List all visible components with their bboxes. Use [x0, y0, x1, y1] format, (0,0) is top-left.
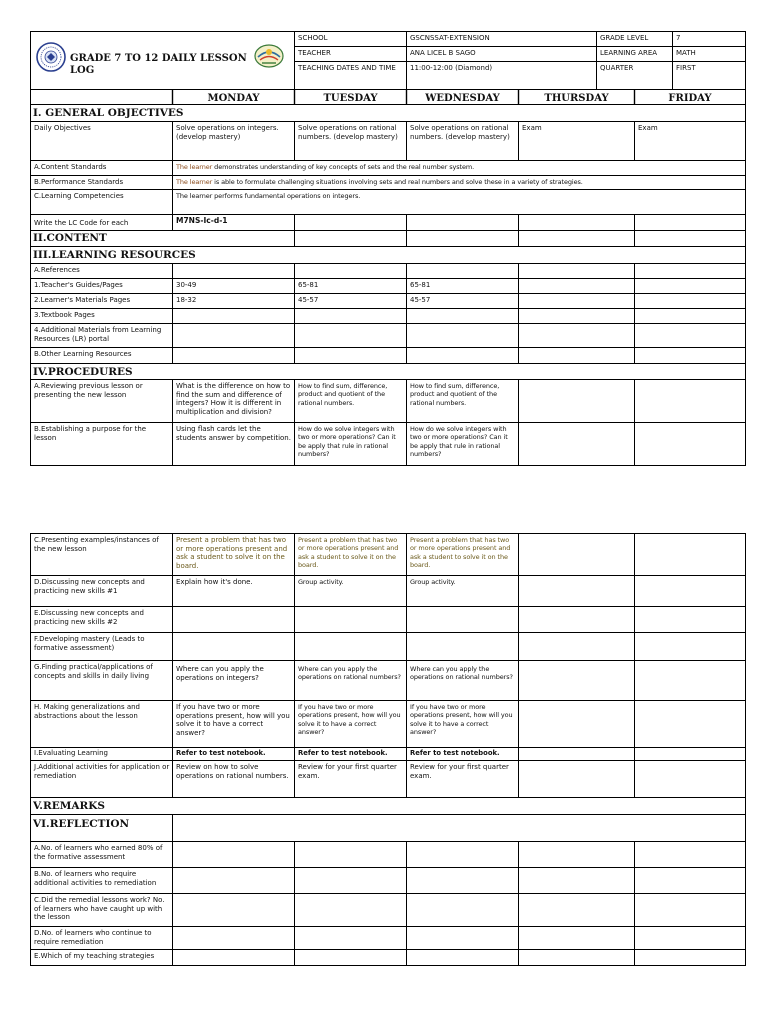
quarter-label: QUARTER [600, 64, 634, 72]
discussing-1-monday [173, 576, 294, 606]
content-standards-prefix: The learner [176, 163, 213, 171]
grade-level-value-cell [673, 32, 745, 46]
reviewing-tuesday [295, 380, 406, 422]
teacher-value: ANA LICEL B SAGO [410, 49, 476, 57]
finding-wednesday [407, 661, 518, 700]
performance-standards-value [173, 176, 745, 189]
cell-text: If you have two or more operations present, how will you solve it to have a correct answer? [410, 703, 513, 737]
generalizations-wednesday [407, 701, 518, 747]
cell-text: Refer to test notebook. [176, 749, 266, 757]
section-reflection: VI.REFLECTION [33, 818, 130, 830]
row-label-reviewing [31, 380, 172, 422]
school-label-cell [295, 32, 406, 46]
discussing-1-tuesday [295, 576, 406, 606]
performance-standards-text: is able to formulate challenging situations involving sets and real numbers and solve these in a variety of strategies. [212, 178, 583, 186]
learners-materials-monday [173, 294, 294, 308]
cell-text: How do we solve integers with two or more operations? Can it be apply that rule in rational numbers? [298, 425, 396, 459]
row-label: 2.Learner's Materials Pages [34, 296, 131, 304]
presenting-monday [173, 534, 294, 575]
row-label: 4.Additional Materials from Learning Resources (LR) portal [34, 326, 162, 343]
presenting-tuesday [295, 534, 406, 575]
row-label: B.Performance Standards [34, 178, 124, 186]
cell-text: Refer to test notebook. [410, 749, 500, 757]
dates-label-cell [295, 62, 406, 89]
teacher-label-cell [295, 47, 406, 61]
cell-text: Exam [638, 124, 658, 132]
day-header-monday [173, 90, 294, 104]
finding-monday [173, 661, 294, 700]
cell-text: Where can you apply the operations on rational numbers? [410, 665, 513, 682]
finding-tuesday [295, 661, 406, 700]
day-header-thursday [519, 90, 634, 104]
row-label: C.Learning Competencies [34, 192, 124, 200]
cell-text: If you have two or more operations present, how will you solve it to have a correct answer? [298, 703, 401, 737]
cell-text: 45-57 [298, 296, 319, 304]
cell-text: How to find sum, difference, product and quotient of the rational numbers. [410, 382, 500, 407]
teaching-dates-value: 11:00-12:00 (Diamond) [410, 64, 493, 72]
cell-text: The learner performs fundamental operations on integers. [176, 192, 361, 200]
daily-objectives-thursday [519, 122, 634, 160]
content-standards-text: demonstrates understanding of key concepts of sets and the real number system. [212, 163, 475, 171]
cell-text: 65-81 [410, 281, 431, 289]
day-label: WEDNESDAY [425, 93, 500, 104]
cell-text: Solve operations on rational numbers. (develop mastery) [410, 124, 510, 141]
row-label: A.No. of learners who earned 80% of the formative assessment [34, 844, 163, 861]
cell-text: Present a problem that has two or more operations present and ask a student to solve it on the board. [410, 536, 511, 570]
row-label-mastery [31, 633, 172, 660]
cell-text: Refer to test notebook. [298, 749, 388, 757]
cell-text: Solve operations on integers. (develop mastery) [176, 124, 279, 141]
cell-text: 45-57 [410, 296, 431, 304]
cell-text: 65-81 [298, 281, 319, 289]
section-general-objectives: I. GENERAL OBJECTIVES [33, 107, 184, 119]
row-label-discussing-1 [31, 576, 172, 606]
row-label-additional-materials [31, 324, 172, 347]
cell-text: Group activity. [298, 578, 344, 586]
row-label-learning-competencies [31, 190, 172, 214]
teaching-dates-label: TEACHING DATES AND TIME [298, 64, 396, 72]
row-label: B.Establishing a purpose for the lesson [34, 425, 147, 442]
deped-emblem-logo [254, 43, 284, 69]
row-label-presenting [31, 534, 172, 575]
day-header-friday [635, 90, 745, 104]
cell-text: Using flash cards let the students answer by competition. [176, 425, 291, 442]
row-label: A.Content Standards [34, 163, 107, 171]
day-label: FRIDAY [668, 93, 712, 104]
row-label-finding [31, 661, 172, 700]
deped-seal-logo [36, 42, 66, 72]
school-value-cell [407, 32, 596, 46]
quarter-label-cell [597, 62, 672, 89]
row-label: G.Finding practical/applications of concepts and skills in daily living [34, 663, 153, 680]
additional-activities-monday [173, 761, 294, 797]
learning-area-value: MATH [676, 49, 696, 57]
generalizations-monday [173, 701, 294, 747]
cell-text: Solve operations on rational numbers. (develop mastery) [298, 124, 398, 141]
cell-text: Group activity. [410, 578, 456, 586]
page-title: GRADE 7 TO 12 DAILY LESSON LOG [70, 53, 247, 76]
performance-standards-prefix: The learner [176, 178, 213, 186]
content-standards-value [173, 161, 745, 175]
additional-activities-tuesday [295, 761, 406, 797]
row-label-content-standards [31, 161, 172, 175]
row-label: B.Other Learning Resources [34, 350, 132, 358]
day-header-tuesday [295, 90, 406, 104]
row-label-teachers-guide [31, 279, 172, 293]
evaluating-tuesday [295, 748, 406, 760]
establishing-monday [173, 423, 294, 465]
row-label-lc-code [31, 215, 172, 230]
row-label-reflection-a [31, 842, 172, 867]
section-procedures: IV.PROCEDURES [33, 366, 133, 378]
cell-text: 30-49 [176, 281, 197, 289]
cell-text: Exam [522, 124, 542, 132]
row-label: E.Discussing new concepts and practicing new skills #2 [34, 609, 144, 626]
row-label: A.Reviewing previous lesson or presenting the new lesson [34, 382, 143, 399]
quarter-value-cell [673, 62, 745, 89]
cell-text: Present a problem that has two or more operations present and ask a student to solve it on the board. [176, 536, 288, 570]
row-label: C.Presenting examples/instances of the new lesson [34, 536, 159, 553]
discussing-1-wednesday [407, 576, 518, 606]
quarter-value: FIRST [676, 64, 696, 72]
row-label-reflection-e [31, 950, 172, 965]
row-label: C.Did the remedial lessons work? No. of learners who have caught up with the lesson [34, 896, 165, 922]
daily-objectives-tuesday [295, 122, 406, 160]
row-label-daily-objectives [31, 122, 172, 160]
row-label: D.Discussing new concepts and practicing new skills #1 [34, 578, 145, 595]
row-label: B.No. of learners who require additional activities to remediation [34, 870, 157, 887]
cell-text: M7NS-Ic-d-1 [176, 216, 228, 225]
learning-area-label: LEARNING AREA [600, 49, 658, 57]
cell-text: Explain how it's done. [176, 578, 253, 586]
row-label-reflection-d [31, 927, 172, 949]
establishing-tuesday [295, 423, 406, 465]
day-label: TUESDAY [323, 93, 378, 104]
teacher-label: TEACHER [298, 49, 331, 57]
row-label-learners-materials [31, 294, 172, 308]
row-label: I.Evaluating Learning [34, 749, 108, 757]
lc-code-monday [173, 215, 294, 230]
row-label-textbook [31, 309, 172, 323]
row-label-other-resources [31, 348, 172, 363]
grade-level-value: 7 [676, 34, 681, 42]
row-label: A.References [34, 266, 80, 274]
day-label: THURSDAY [544, 93, 609, 104]
row-label: F.Developing mastery (Leads to formative assessment) [34, 635, 145, 652]
learning-area-label-cell [597, 47, 672, 61]
establishing-wednesday [407, 423, 518, 465]
row-label: J.Additional activities for application or remediation [34, 763, 170, 780]
daily-objectives-wednesday [407, 122, 518, 160]
row-label-discussing-2 [31, 607, 172, 632]
cell-text: Where can you apply the operations on rational numbers? [298, 665, 401, 682]
row-label-reflection-b [31, 868, 172, 893]
evaluating-monday [173, 748, 294, 760]
evaluating-wednesday [407, 748, 518, 760]
presenting-wednesday [407, 534, 518, 575]
cell-text: 18-32 [176, 296, 197, 304]
cell-text: Review for your first quarter exam. [298, 763, 397, 780]
row-label: Daily Objectives [34, 124, 91, 132]
row-label: 3.Textbook Pages [34, 311, 95, 319]
row-label-generalizations [31, 701, 172, 747]
day-label: MONDAY [207, 93, 260, 104]
school-label: SCHOOL [298, 34, 328, 42]
teacher-value-cell [407, 47, 596, 61]
row-label: Write the LC Code for each [34, 219, 129, 227]
reviewing-monday [173, 380, 294, 422]
cell-text: Present a problem that has two or more operations present and ask a student to solve it on the board. [298, 536, 399, 570]
row-label-additional-activities [31, 761, 172, 797]
section-content: II.CONTENT [33, 232, 107, 244]
row-label-performance-standards [31, 176, 172, 189]
row-label: H. Making generalizations and abstractions about the lesson [34, 703, 140, 720]
teachers-guide-tuesday [295, 279, 406, 293]
teachers-guide-wednesday [407, 279, 518, 293]
learning-competencies-value [173, 190, 745, 214]
learning-area-value-cell [673, 47, 745, 61]
cell-text: Review on how to solve operations on rational numbers. [176, 763, 289, 780]
daily-objectives-friday [635, 122, 745, 160]
daily-objectives-monday [173, 122, 294, 160]
row-label: 1.Teacher's Guides/Pages [34, 281, 123, 289]
cell-text: Where can you apply the operations on integers? [176, 665, 264, 682]
learners-materials-tuesday [295, 294, 406, 308]
row-label: D.No. of learners who continue to require remediation [34, 929, 152, 946]
school-value: GSCNSSAT-EXTENSION [410, 34, 490, 42]
grade-level-label: GRADE LEVEL [600, 34, 649, 42]
dates-value-cell [407, 62, 596, 89]
cell-text: If you have two or more operations present, how will you solve it to have a correct answer? [176, 703, 290, 737]
row-label-references [31, 264, 172, 278]
teachers-guide-monday [173, 279, 294, 293]
section-remarks: V.REMARKS [33, 800, 105, 812]
cell-text: How do we solve integers with two or more operations? Can it be apply that rule in rational numbers? [410, 425, 508, 459]
reviewing-wednesday [407, 380, 518, 422]
row-label: E.Which of my teaching strategies [34, 952, 155, 960]
row-label-establishing [31, 423, 172, 465]
cell-text: What is the difference on how to find the sum and difference of integers? How it is different in multiplication and division? [176, 382, 291, 416]
cell-text: How to find sum, difference, product and quotient of the rational numbers. [298, 382, 388, 407]
day-header-wednesday [407, 90, 518, 104]
section-learning-resources: III.LEARNING RESOURCES [33, 249, 196, 261]
additional-activities-wednesday [407, 761, 518, 797]
cell-text: Review for your first quarter exam. [410, 763, 509, 780]
grade-level-label-cell [597, 32, 672, 46]
row-label-evaluating [31, 748, 172, 760]
learners-materials-wednesday [407, 294, 518, 308]
row-label-reflection-c [31, 894, 172, 926]
generalizations-tuesday [295, 701, 406, 747]
